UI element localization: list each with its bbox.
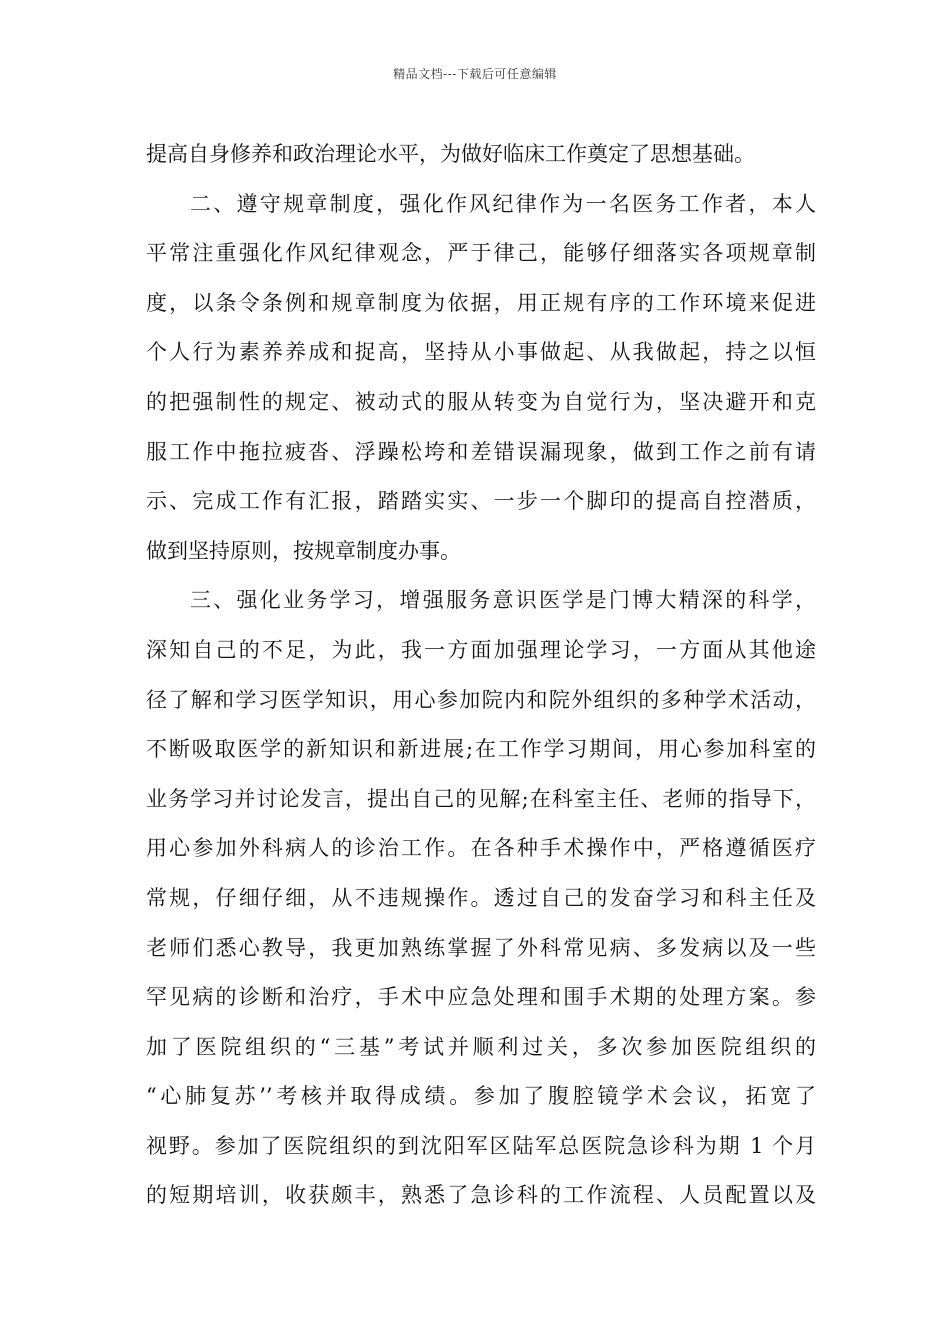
text-line: 的短期培训，收获颇丰，熟悉了急诊科的工作流程、人员配置以及	[146, 1183, 816, 1208]
body-text	[146, 130, 816, 1221]
text-line: 度，以条令条例和规章制度为依据，用正规有序的工作环境来促进	[146, 290, 816, 315]
text-line: “心肺复苏’’考核并取得成绩。参加了腹腔镜学术会议，拓宽了	[146, 1084, 816, 1109]
text-line: 平常注重强化作风纪律观念，严于律己，能够仔细落实各项规章制	[146, 241, 816, 266]
text-line: 罕见病的诊断和治疗，手术中应急处理和围手术期的处理方案。参	[146, 985, 816, 1010]
text-line: 个人行为素养养成和捉高，坚持从小事做起、从我做起，持之以恒	[146, 340, 816, 365]
text-line: 不断吸取医学的新知识和新进展;在工作学习期间，用心参加科室的	[146, 737, 816, 762]
text-line: 深知自己的不足，为此，我一方面加强理论学习，一方面从其他途	[146, 637, 816, 662]
text-line: 做到坚持原则，按规章制度办事。	[146, 538, 461, 563]
text-line: 提高自身修养和政治理论水平，为做好临床工作奠定了思想基础。	[146, 142, 755, 166]
text-line: 的把强制性的规定、被动式的服从转变为自觉行为，坚决避开和克	[146, 389, 816, 414]
paragraph-start-line: 二、遵守规章制度，强化作风纪律作为一名医务工作者，本人	[190, 191, 816, 216]
text-line: 径了解和学习医学知识，用心参加院内和院外组织的多种学术活动，	[146, 687, 816, 712]
text-line: 示、完成工作有汇报，踏踏实实、一步一个脚印的提高自控潜质，	[146, 489, 816, 514]
text-line: 服工作中拖拉疲沓、浮躁松垮和差错误漏现象，做到工作之前有请	[146, 439, 816, 464]
text-line: 老师们悉心教导，我更加熟练掌握了外科常见病、多发病以及一些	[146, 935, 816, 960]
text-line: 常规，仔细仔细，从不违规操作。透过自己的发奋学习和科主任及	[146, 885, 816, 910]
paragraph-start-line: 三、强化业务学习，增强服务意识医学是门博大精深的科学，	[190, 588, 816, 613]
text-line: 业务学习并讨论发言，提出自己的见解;在科室主任、老师的指导下，	[146, 786, 816, 811]
text-line: 加了医院组织的“三基”考试并顺利过关，多次参加医院组织的	[146, 1034, 816, 1059]
page-header: 精品文档---下载后可任意编辑	[393, 67, 557, 81]
text-line: 用心参加外科病人的诊治工作。在各种手术操作中，严格遵循医疗	[146, 836, 816, 861]
text-line: 视野。参加了医院组织的到沈阳军区陆军总医院急诊科为期 1 个月	[146, 1133, 816, 1158]
